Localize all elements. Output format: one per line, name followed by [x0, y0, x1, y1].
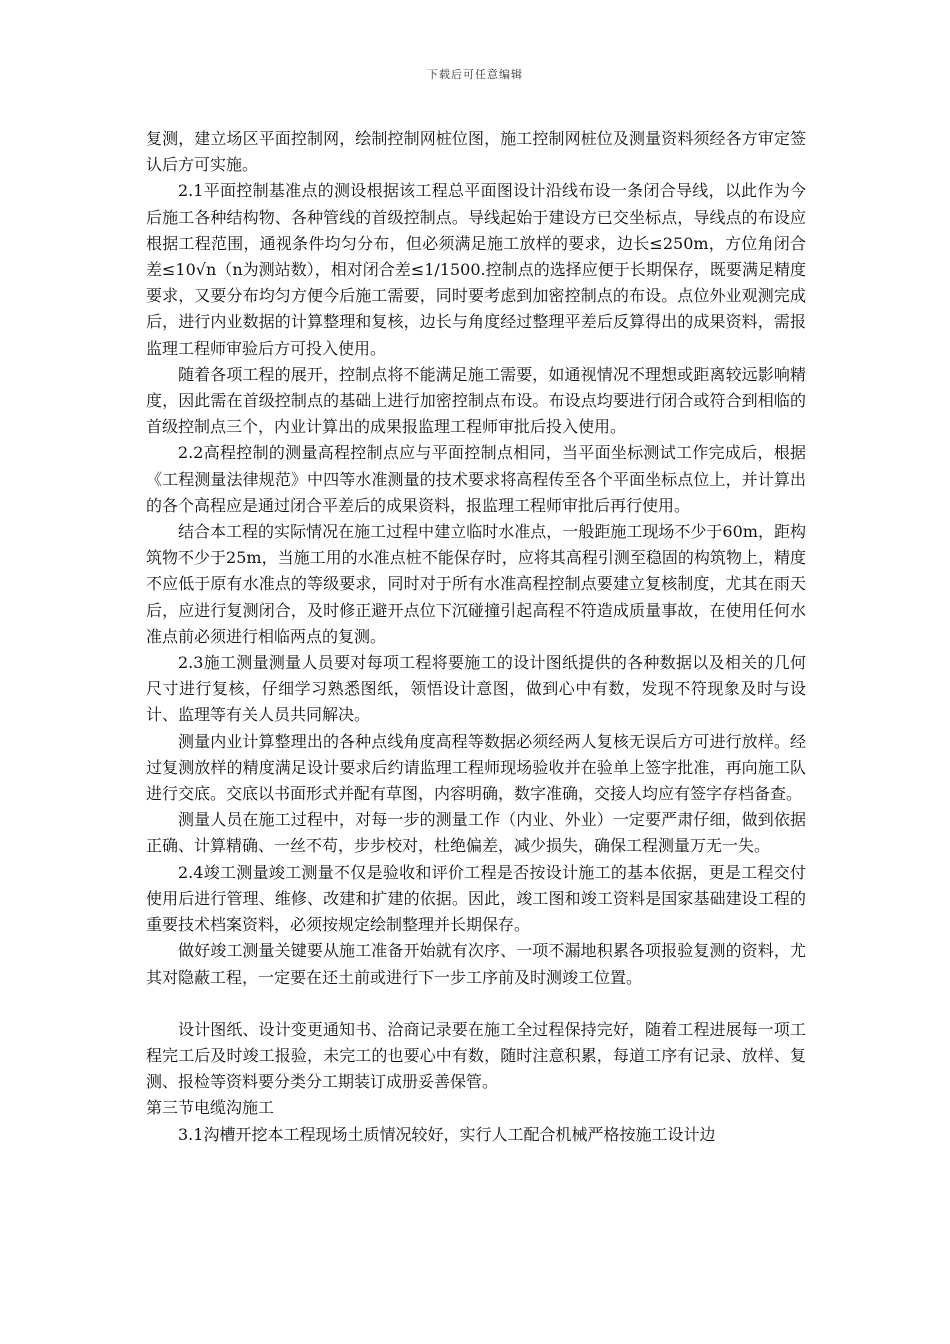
paragraph-temporary-benchmark: 结合本工程的实际情况在施工过程中建立临时水准点，一般距施工现场不少于60m，距构筑物不少于25m，当施工用的水准点桩不能保存时，应将其高程引测至稳固的构筑物上，精度不应低于原有水准点的等级要求，同时对于所有水准高程控制点要建立复核制度，尤其在雨天后，应进行复测闭合，及时修正避开点位下沉碰撞引起高程不符造成质量事故，在使用任何水准点前必须进行相临两点的复测。 — [146, 522, 806, 646]
paragraph-densified-control: 随着各项工程的展开，控制点将不能满足施工需要，如通视情况不理想或距离较远影响精度，因此需在首级控制点的基础上进行加密控制点布设。布设点均要进行闭合或符合到相临的首级控制点三个，内业计算出的成果报监理工程师审批后投入使用。 — [146, 364, 806, 437]
document-body — [146, 126, 806, 1148]
paragraph-2-2-elevation-control: 2.2高程控制的测量高程控制点应与平面控制点相同，当平面坐标测试工作完成后，根据《工程测量法律规范》中四等水准测量的技术要求将高程传至各个平面坐标点位上，并计算出的各个高程应是通过闭合平差后的成果资料，报监理工程师审批后再行使用。 — [146, 443, 806, 515]
paragraph-3-1-trench-excavation: 3.1沟槽开挖本工程现场土质情况较好，实行人工配合机械严格按施工设计边 — [178, 1124, 716, 1144]
paragraph-completion-records: 做好竣工测量关键要从施工准备开始就有次序、一项不漏地积累各项报验复测的资料，尤其对隐蔽工程，一定要在还土前或进行下一步工序前及时测竣工位置。 — [146, 941, 806, 987]
paragraph-continuation: 复测，建立场区平面控制网，绘制控制网桩位图，施工控制网桩位及测量资料须经各方审定签认后方可实施。 — [146, 129, 806, 175]
page-header-note: 下载后可任意编辑 — [427, 68, 523, 81]
paragraph-data-verification: 测量内业计算整理出的各种点线角度高程等数据必须经两人复核无误后方可进行放样。经过复测放样的精度满足设计要求后约请监理工程师现场验收并在验单上签字批准，再向施工队进行交底。交底以书面形式并配有草图，内容明确，数字准确，交接人均应有签字存档备查。 — [146, 731, 806, 804]
paragraph-2-4-completion-survey: 2.4竣工测量竣工测量不仅是验收和评价工程是否按设计施工的基本依据，更是工程交付使用后进行管理、维修、改建和扩建的依据。因此，竣工图和竣工资料是国家基础建设工程的重要技术档案资料，必须按规定绘制整理并长期保存。 — [146, 862, 806, 935]
paragraph-2-1-plane-control: 2.1平面控制基准点的测设根据该工程总平面图设计沿线布设一条闭合导线，以此作为今后施工各种结构物、各种管线的首级控制点。导线起始于建设方已交坐标点，导线点的布设应根据工程范围，通视条件均匀分布，但必须满足施工放样的要求，边长≤250m，方位角闭合差≤10√n（n为测站数），相对闭合差≤1/1500.控制点的选择应便于长期保存，既要满足精度要求，又要分布均匀方便今后施工需要，同时要考虑到加密控制点的布设。点位外业观测完成后，进行内业数据的计算整理和复核，边长与角度经过整理平差后反算得出的成果资料，需报监理工程师审验后方可投入使用。 — [146, 181, 806, 358]
paragraph-document-archive: 设计图纸、设计变更通知书、洽商记录要在施工全过程保持完好，随着工程进展每一项工程完工后及时竣工报验，未完工的也要心中有数，随时注意积累，每道工序有记录、放样、复测、报检等资料要分类分工期装订成册妥善保管。 — [146, 1019, 806, 1092]
blank-line — [146, 991, 806, 1017]
section-title: 第三节电缆沟施工 — [146, 1098, 275, 1118]
paragraph-2-3-construction-survey: 2.3施工测量测量人员要对每项工程将要施工的设计图纸提供的各种数据以及相关的几何尺寸进行复核，仔细学习熟悉图纸，领悟设计意图，做到心中有数，发现不符现象及时与设计、监理等有关人员共同解决。 — [146, 653, 806, 725]
paragraph-survey-personnel: 测量人员在施工过程中，对每一步的测量工作（内业、外业）一定要严肃仔细，做到依据正确、计算精确、一丝不苟，步步校对，杜绝偏差，减少损失，确保工程测量万无一失。 — [146, 810, 806, 856]
